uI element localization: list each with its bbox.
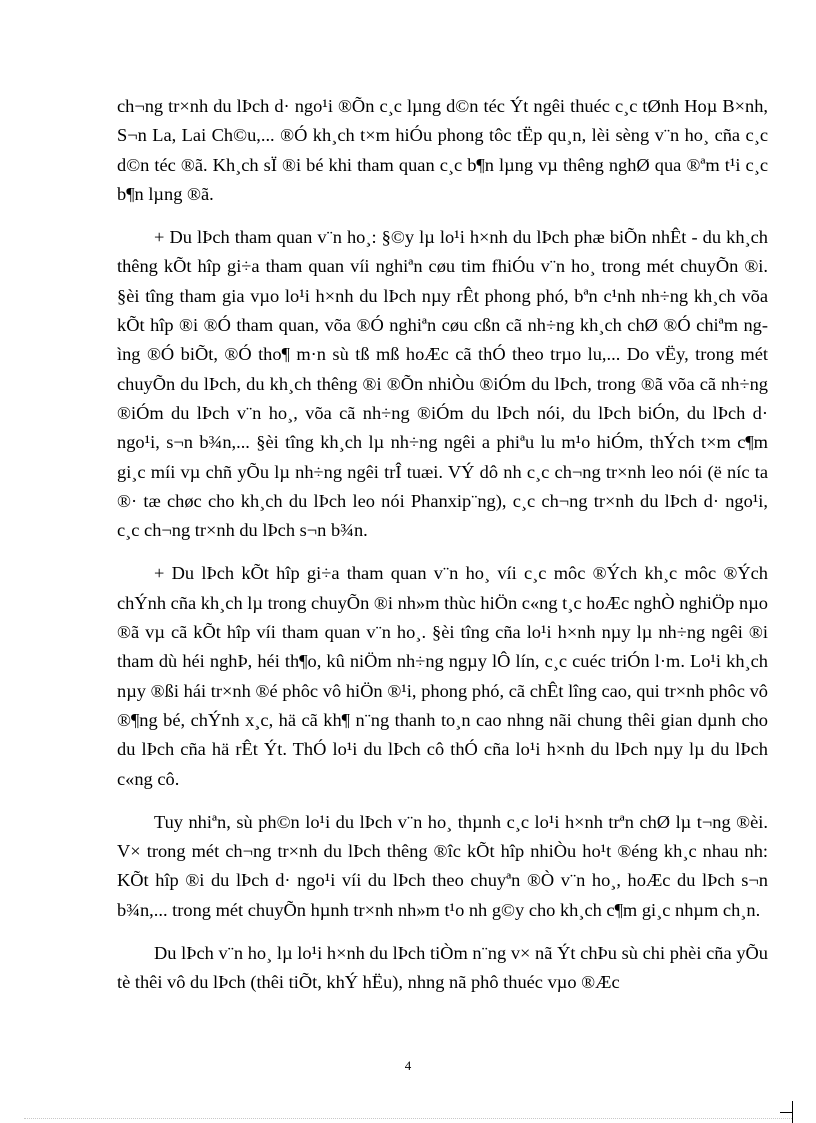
paragraph-combined-tourism: + Du lÞch kÕt hîp gi÷a tham quan v¨n ho¸ víi c¸c môc ®Ých kh¸c môc ®Ých chÝnh cña kh¸ch lµ trong chuyÕn ®i nh»m thùc hiÖn c«ng t¸c hoÆc nghÒ nghiÖp nµo ®ã vµ cã kÕt hîp víi tham quan v¨n ho¸. §èi tîng cña lo¹i h×nh nµy lµ nh÷ng ngêi ®i tham dù héi nghÞ, héi th¶o, kû niÖm nh÷ng ngµy lÔ lín, c¸c cuéc triÓn l·m. Lo¹i kh¸ch nµy ®ßi hái tr×nh ®é phôc vô hiÖn ®¹i, phong phó, cã chÊt lîng cao, qui tr×nh phôc vô ®¶ng bé, chÝnh x¸c, hä cã kh¶ n¨ng thanh to¸n cao nhng nãi chung thêi gian dµnh cho du lÞch cña hä rÊt Ýt. ThÓ lo¹i du lÞch cô thÓ cña lo¹i h×nh du lÞch nµy lµ du lÞch c«ng cô.: [117, 563, 768, 789]
paragraph-potential: Du lÞch v¨n ho¸ lµ lo¹i h×nh du lÞch tiÒm n¨ng v× nã Ýt chÞu sù chi phèi cña yÕu tè thêi vô du lÞch (thêi tiÕt, khÝ hËu), nhng nã phô thuéc vµo ®Æc: [117, 943, 768, 993]
page-number: 4: [404, 1058, 412, 1073]
paragraph-classification-note: Tuy nhiªn, sù ph©n lo¹i du lÞch v¨n ho¸ thµnh c¸c lo¹i h×nh trªn chØ lµ t¬ng ®èi. V× trong mét ch¬ng tr×nh du lÞch thêng ®îc kÕt hîp nhiÒu ho¹t ®éng kh¸c nhau nh: KÕt hîp ®i du lÞch d· ngo¹i víi du lÞch theo chuyªn ®Ò v¨n ho¸, hoÆc du lÞch s¬n b¾n,... trong mét chuyÕn hµnh tr×nh nh»m t¹o nh g©y cho kh¸ch c¶m gi¸c nhµm ch¸n.: [117, 811, 768, 920]
body-text: [117, 92, 768, 1012]
crop-mark-vertical: [792, 1101, 793, 1123]
paragraph-cultural-sightseeing: + Du lÞch tham quan v¨n ho¸: §©y lµ lo¹i h×nh du lÞch phæ biÕn nhÊt - du kh¸ch thêng kÕt hîp gi÷a tham quan víi nghiªn cøu tim fhiÓu v¨n ho¸ trong mét chuyÕn ®i. §èi tîng tham gia vµo lo¹i h×nh du lÞch nµy rÊt phong phó, bªn c¹nh nh÷ng kh¸ch võa kÕt hîp ®i ®Ó tham quan, võa ®Ó nghiªn cøu cßn cã nh÷ng kh¸ch chØ ®Ó chiªm ngìng ®Ó biÕt, ®Ó tho¶ m·n sù tß mß hoÆc cã thÓ theo trµo lu,... Do vËy, trong mét chuyÕn du lÞch, du kh¸ch thêng ®i ®Õn nhiÒu ®iÓm du lÞch, trong ®ã võa cã nh÷ng ®iÓm du lÞch v¨n ho¸, võa cã nh÷ng ®iÓm du lÞch nói, du lÞch biÓn, du lÞch d· ngo¹i, s¬n b¾n,... §èi tîng kh¸ch lµ nh÷ng ngêi a phiªu lu m¹o hiÓm, thÝch t×m c¶m gi¸c míi vµ chñ yÕu lµ nh÷ng ngêi trÎ tuæi. VÝ dô nh c¸c ch¬ng tr×nh leo nói (ë níc ta ®· tæ chøc cho kh¸ch du lÞch leo nói Phanxip¨ng), c¸c ch¬ng tr×nh du lÞch d· ngo¹i, c¸c ch¬ng tr×nh du lÞch s¬n b¾n.: [117, 227, 768, 541]
crop-mark-horizontal: [780, 1112, 792, 1113]
page-bottom-divider: [24, 1118, 792, 1119]
paragraph-continuation: ch¬ng tr×nh du lÞch d· ngo¹i ®Õn c¸c lµng d©n téc Ýt ngêi thuéc c¸c tØnh Hoµ B×nh, S¬n La, Lai Ch©u,... ®Ó kh¸ch t×m hiÓu phong tôc tËp qu¸n, lèi sèng v¨n ho¸ cña c¸c d©n téc ®ã. Kh¸ch sÏ ®i bé khi tham quan c¸c b¶n lµng vµ thêng nghØ qua ®ªm t¹i c¸c b¶n lµng ®ã.: [117, 96, 768, 204]
